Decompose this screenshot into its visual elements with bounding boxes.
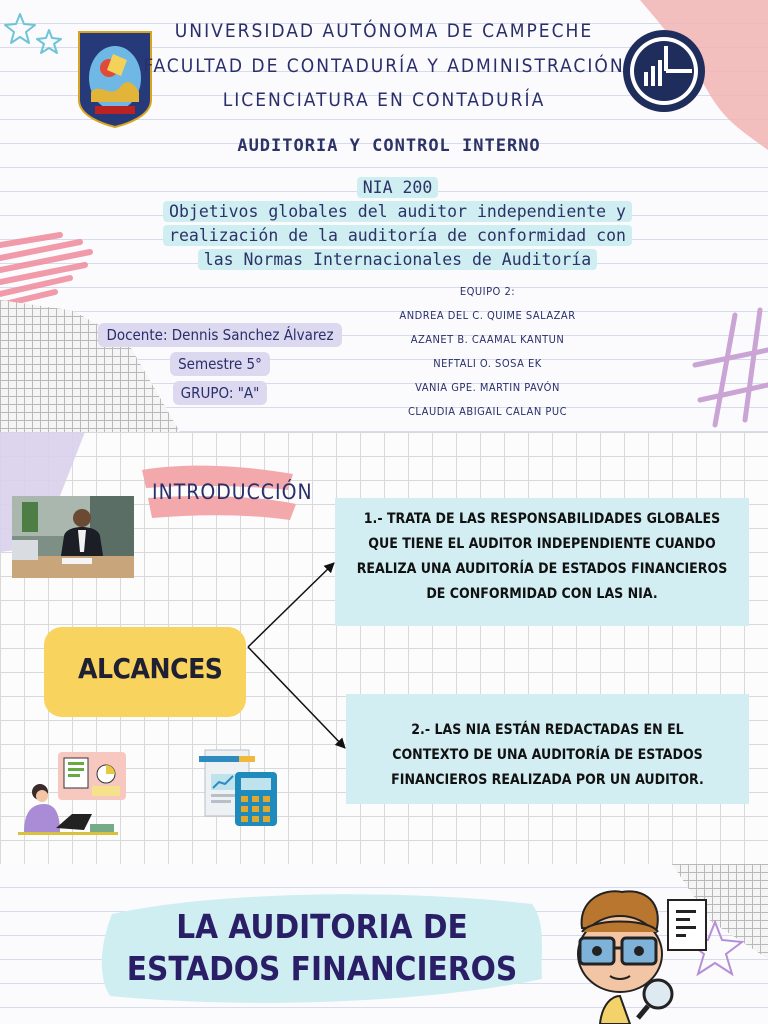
teacher-name: Docente: Dennis Sanchez Álvarez <box>98 323 341 347</box>
person-laptop-illustration <box>18 748 133 840</box>
topic-line-1: Objetivos globales del auditor independiente y <box>163 201 632 222</box>
team-member: ANDREA DEL C. QUIME SALAZAR <box>399 309 576 322</box>
intro-label: INTRODUCCIÓN <box>152 480 313 504</box>
university-seal-logo <box>77 30 153 128</box>
topic-line-2: realización de la auditoría de conformidad con <box>163 225 632 246</box>
footer-title <box>92 906 552 990</box>
team-member: AZANET B. CAAMAL KANTUN <box>410 333 565 346</box>
scope-card-1-text <box>335 507 749 607</box>
scope-card-1-line: REALIZA UNA AUDITORÍA DE ESTADOS FINANCIEROS <box>356 561 728 577</box>
scope-card-2-line: 2.- LAS NIA ESTÁN REDACTADAS EN EL <box>411 722 684 738</box>
group: GRUPO: "A" <box>173 381 268 405</box>
scope-card-1-line: DE CONFORMIDAD CON LAS NIA. <box>426 586 658 602</box>
topic-line-3: las Normas Internacionales de Auditoría <box>198 249 597 270</box>
scope-card-2-line: FINANCIEROS REALIZADA POR UN AUDITOR. <box>391 772 704 788</box>
scope-card-2-text <box>346 718 749 793</box>
team-member: CLAUDIA ABIGAIL CALAN PUC <box>408 405 567 418</box>
alcances-label: ALCANCES <box>78 652 223 685</box>
degree-name: LICENCIATURA EN CONTADURÍA <box>222 89 546 111</box>
university-name: UNIVERSIDAD AUTÓNOMA DE CAMPECHE <box>174 20 594 42</box>
semester: Semestre 5° <box>170 352 270 376</box>
topic-code: NIA 200 <box>357 177 439 198</box>
office-photo <box>12 496 134 578</box>
footer-title-line-2: ESTADOS FINANCIEROS <box>126 949 518 988</box>
team-title: EQUIPO 2: <box>459 285 516 298</box>
scope-card-1-line: 1.- TRATA DE LAS RESPONSABILIDADES GLOBALES <box>363 511 721 527</box>
faculty-name: FACULTAD DE CONTADURÍA Y ADMINISTRACIÓN <box>143 55 625 77</box>
calculator-documents-illustration <box>197 746 279 828</box>
topic-block <box>0 176 768 272</box>
teacher-info <box>95 321 345 408</box>
purple-hashtag-doodle <box>690 305 768 435</box>
team-list <box>385 280 590 424</box>
scope-card-2-line: CONTEXTO DE UNA AUDITORÍA DE ESTADOS <box>392 747 703 763</box>
scope-card-1-line: QUE TIENE EL AUDITOR INDEPENDIENTE CUANDO <box>368 536 716 552</box>
auditor-character-illustration <box>560 888 710 1024</box>
team-member: NEFTALI O. SOSA EK <box>433 357 542 370</box>
team-member: VANIA GPE. MARTIN PAVÓN <box>415 381 560 394</box>
course-title: AUDITORIA Y CONTROL INTERNO <box>237 136 541 156</box>
footer-title-line-1: LA AUDITORIA DE <box>176 907 468 946</box>
